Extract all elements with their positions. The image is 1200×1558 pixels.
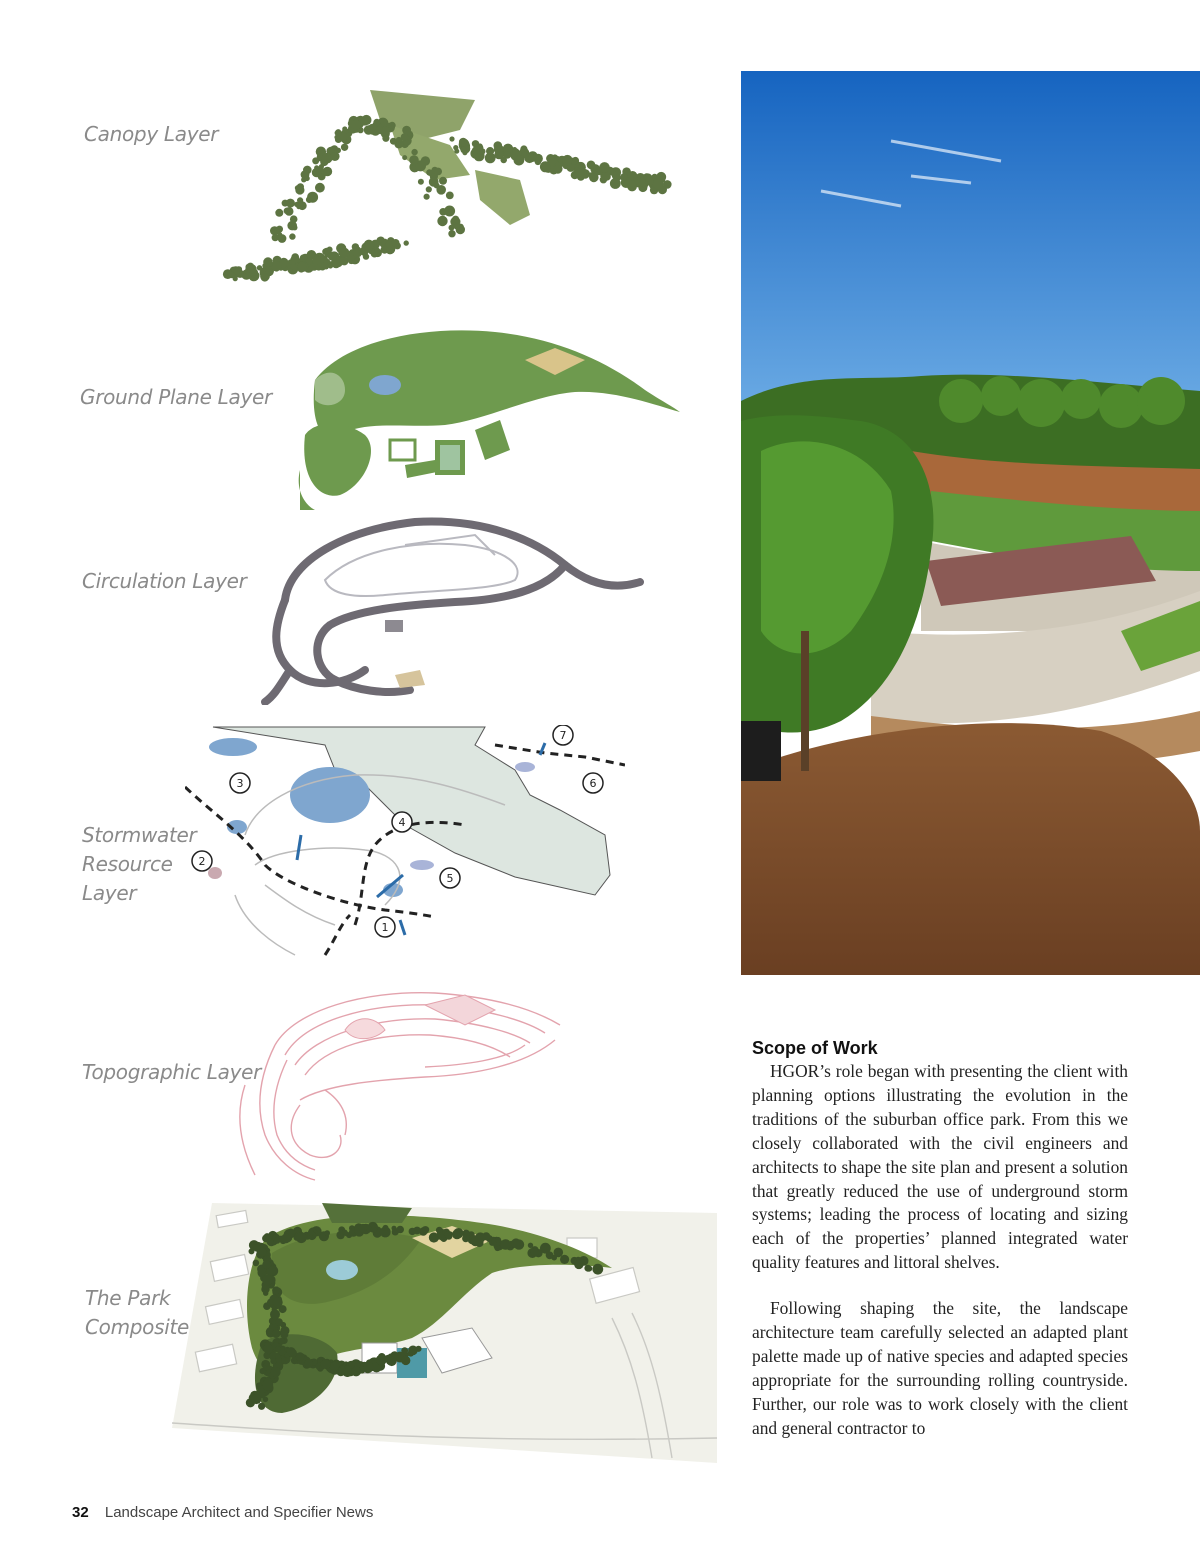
tree-symbol — [454, 223, 460, 229]
tree-symbol — [429, 177, 439, 187]
tree-symbol — [411, 149, 417, 155]
tree-symbol — [628, 171, 637, 180]
tree-symbol — [436, 185, 446, 195]
tree-symbol — [272, 234, 279, 241]
tree-symbol — [562, 155, 572, 165]
tree-symbol — [444, 1231, 451, 1238]
tree-symbol — [324, 1230, 330, 1236]
tree-symbol — [289, 233, 295, 239]
tree-symbol — [285, 207, 294, 216]
tree-symbol — [268, 261, 273, 266]
tree-symbol — [426, 169, 432, 175]
tree-symbol — [304, 176, 309, 181]
tree-symbol — [253, 1244, 260, 1251]
tree-symbol — [286, 199, 295, 208]
tree-symbol — [270, 1309, 280, 1319]
tree-symbol — [444, 206, 455, 217]
article-paragraph-1: HGOR’s role began with presenting the client with planning options illustrating the evolution in the traditions of the suburban office park. From this we closely collaborated with the civil engineers and architects to shape the site plan and present a solution that greatly reduced the use of underground storm systems; leading the process of locating and sizing each of the properties’ planned integrated water quality features and littoral shelves. — [752, 1061, 1128, 1273]
tree-symbol — [437, 216, 447, 226]
tree-symbol — [304, 1359, 313, 1368]
canopy-layer-diagram — [220, 85, 690, 300]
ground-plane-layer-diagram — [285, 320, 685, 515]
tree-symbol — [341, 144, 348, 151]
tree-symbol — [446, 192, 454, 200]
tree-symbol — [554, 165, 561, 172]
tree-symbol — [360, 247, 369, 256]
tree-symbol — [322, 153, 333, 164]
tree-symbol — [275, 209, 283, 217]
tree-symbol — [620, 173, 628, 181]
tree-symbol — [596, 167, 601, 172]
tree-symbol — [287, 221, 297, 231]
tree-symbol — [392, 1351, 398, 1357]
tree-symbol — [461, 139, 469, 147]
tree-symbol — [418, 179, 424, 185]
tree-symbol — [589, 172, 594, 177]
tree-symbol — [401, 1356, 410, 1365]
article-paragraph-2: Following shaping the site, the landscape architecture team carefully selected an adapted plant palette made up of native species and adapted species appropriate for the surrounding rolling countryside. Further, our role was to work closely with the client and general contractor to — [752, 1298, 1128, 1438]
layer-label-stormwater: Stormwater Resource Layer — [82, 823, 197, 905]
tree-symbol — [462, 150, 467, 155]
tree-symbol — [296, 204, 301, 209]
tree-symbol — [584, 1265, 591, 1272]
tree-symbol — [383, 1225, 389, 1231]
tree-symbol — [401, 133, 408, 140]
tree-symbol — [371, 1227, 377, 1233]
tree-symbol — [351, 1367, 361, 1377]
tree-symbol — [560, 1255, 569, 1264]
tree-symbol — [615, 170, 620, 175]
tree-symbol — [495, 1237, 501, 1243]
tree-symbol — [252, 1394, 262, 1404]
tree-symbol — [401, 1347, 408, 1354]
layer-label-park-composite: The Park Composite — [85, 1286, 190, 1339]
tree-symbol — [359, 1224, 367, 1232]
tree-symbol — [439, 177, 447, 185]
tree-symbol — [339, 248, 349, 258]
tree-symbol — [248, 264, 257, 273]
tree-symbol — [352, 243, 359, 250]
tree-symbol — [290, 260, 295, 265]
tree-symbol — [500, 1239, 511, 1250]
stormwater-marker-5: 5 — [446, 872, 454, 885]
tree-symbol — [504, 151, 512, 159]
tree-symbol — [263, 1344, 273, 1354]
tree-symbol — [236, 266, 242, 272]
tree-symbol — [348, 120, 356, 128]
tree-symbol — [280, 1331, 288, 1339]
tree-symbol — [278, 234, 287, 243]
tree-symbol — [453, 1228, 463, 1238]
tree-symbol — [275, 1318, 283, 1326]
page-number: 32 — [72, 1504, 89, 1521]
tree-symbol — [422, 1226, 429, 1233]
tree-symbol — [528, 154, 536, 162]
tree-symbol — [579, 1259, 584, 1264]
tree-symbol — [323, 167, 333, 177]
tree-symbol — [396, 1226, 404, 1234]
tree-symbol — [496, 145, 504, 153]
tree-symbol — [307, 192, 318, 203]
tree-symbol — [286, 1347, 295, 1356]
stormwater-layer-diagram — [185, 725, 625, 970]
tree-symbol — [338, 132, 347, 141]
tree-symbol — [610, 178, 621, 189]
layer-label-canopy: Canopy Layer — [84, 122, 219, 146]
tree-symbol — [262, 1275, 273, 1286]
tree-symbol — [390, 138, 397, 145]
tree-symbol — [330, 146, 336, 152]
tree-symbol — [449, 225, 455, 231]
tree-symbol — [402, 155, 407, 160]
stormwater-marker-1: 1 — [381, 921, 389, 934]
stormwater-marker-4: 4 — [398, 816, 406, 829]
tree-symbol — [344, 1231, 349, 1236]
tree-symbol — [402, 126, 411, 135]
tree-symbol — [324, 248, 330, 254]
layer-label-topographic: Topographic Layer — [82, 1060, 262, 1084]
tree-symbol — [298, 262, 307, 271]
tree-symbol — [319, 164, 324, 169]
tree-symbol — [517, 151, 522, 156]
tree-symbol — [328, 264, 333, 269]
tree-symbol — [528, 1243, 533, 1248]
tree-symbol — [404, 240, 409, 245]
stormwater-marker-7: 7 — [559, 729, 567, 742]
tree-symbol — [382, 135, 389, 142]
topographic-layer-diagram — [225, 985, 570, 1185]
tree-symbol — [426, 186, 432, 192]
tree-symbol — [275, 1346, 281, 1352]
tree-symbol — [374, 248, 380, 254]
stormwater-marker-2: 2 — [198, 855, 206, 868]
tree-symbol — [297, 183, 304, 190]
article-heading: Scope of Work — [752, 1038, 878, 1058]
tree-symbol — [281, 1234, 291, 1244]
tree-symbol — [338, 1367, 346, 1375]
tree-symbol — [279, 1338, 286, 1345]
tree-symbol — [265, 1361, 271, 1367]
park-composite-diagram — [172, 1198, 717, 1463]
tree-symbol — [531, 1248, 539, 1256]
tree-symbol — [462, 1235, 469, 1242]
tree-symbol — [276, 226, 283, 233]
tree-symbol — [296, 1232, 307, 1243]
tree-symbol — [253, 1260, 260, 1267]
tree-symbol — [339, 257, 346, 264]
park-photograph — [741, 71, 1200, 975]
article-scope-of-work — [752, 1036, 1128, 1441]
tree-symbol — [274, 1237, 281, 1244]
tree-symbol — [261, 273, 269, 281]
tree-symbol — [546, 1251, 554, 1259]
tree-symbol — [603, 173, 611, 181]
tree-symbol — [273, 1297, 283, 1307]
tree-symbol — [363, 1362, 373, 1372]
tree-symbol — [312, 256, 321, 265]
tree-symbol — [454, 149, 459, 154]
tree-symbol — [271, 1367, 281, 1377]
tree-symbol — [229, 272, 235, 278]
tree-symbol — [389, 122, 396, 129]
tree-symbol — [272, 1330, 280, 1338]
tree-symbol — [392, 239, 400, 247]
tree-symbol — [592, 1264, 603, 1275]
tree-symbol — [373, 119, 380, 126]
tree-symbol — [329, 252, 337, 260]
tree-symbol — [663, 180, 672, 189]
layer-label-ground-plane: Ground Plane Layer — [80, 385, 272, 409]
tree-symbol — [308, 1230, 314, 1236]
tree-symbol — [587, 161, 596, 170]
tree-symbol — [262, 1380, 273, 1391]
park-photo-image — [741, 71, 1200, 975]
tree-symbol — [307, 259, 313, 265]
tree-symbol — [361, 117, 370, 126]
page-footer — [72, 1504, 373, 1521]
tree-symbol — [475, 1232, 485, 1242]
tree-symbol — [576, 168, 587, 179]
tree-symbol — [258, 1403, 265, 1410]
tree-symbol — [638, 178, 646, 186]
tree-symbol — [629, 180, 636, 187]
tree-symbol — [242, 273, 247, 278]
tree-symbol — [408, 1346, 418, 1356]
tree-symbol — [265, 1234, 272, 1241]
tree-symbol — [409, 1228, 416, 1235]
tree-symbol — [485, 153, 496, 164]
stormwater-marker-6: 6 — [589, 777, 597, 790]
tree-symbol — [321, 1359, 331, 1369]
tree-symbol — [385, 1355, 393, 1363]
publication-name: Landscape Architect and Specifier News — [104, 1504, 374, 1521]
tree-symbol — [653, 179, 664, 190]
stormwater-marker-3: 3 — [236, 777, 244, 790]
tree-symbol — [262, 1260, 270, 1268]
tree-symbol — [330, 1362, 339, 1371]
layer-label-circulation: Circulation Layer — [82, 569, 247, 593]
tree-symbol — [315, 183, 325, 193]
tree-symbol — [434, 168, 442, 176]
tree-symbol — [409, 155, 419, 165]
tree-symbol — [424, 194, 430, 200]
tree-symbol — [448, 230, 455, 237]
tree-symbol — [511, 1238, 521, 1248]
tree-symbol — [449, 136, 454, 141]
circulation-layer-diagram — [235, 510, 645, 705]
tree-symbol — [272, 1286, 280, 1294]
tree-symbol — [646, 178, 654, 186]
tree-symbol — [376, 1355, 386, 1365]
tree-symbol — [275, 1354, 280, 1359]
tree-symbol — [376, 126, 383, 133]
tree-symbol — [472, 146, 480, 154]
